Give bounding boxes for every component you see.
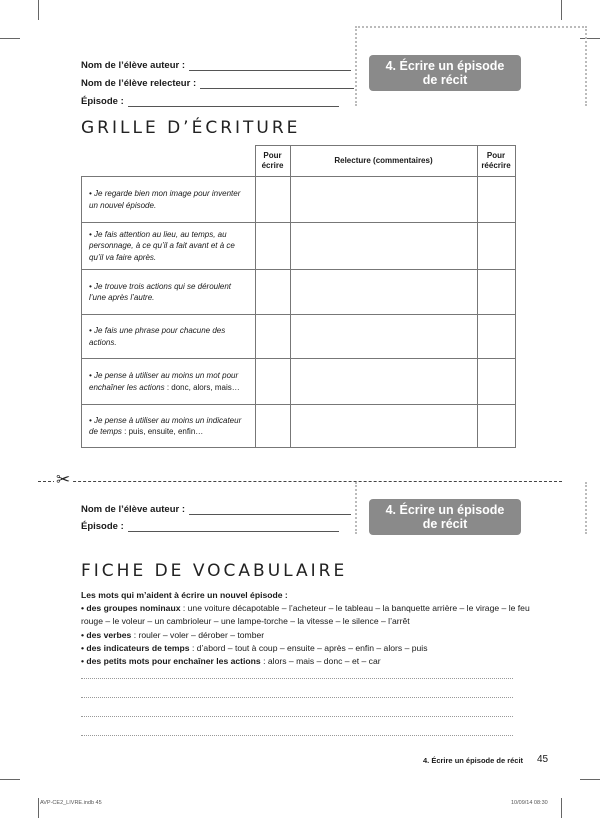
criterion-cell: • Je fais une phrase pour chacune des actions. <box>82 315 256 359</box>
grid-row <box>82 315 516 359</box>
author-name-field[interactable] <box>81 60 351 71</box>
chapter-badge <box>369 499 521 535</box>
vocab-item: • des petits mots pour enchaîner les actions : alors – mais – donc – et – car <box>81 656 381 667</box>
comment-cell[interactable] <box>290 359 477 405</box>
check-cell[interactable] <box>477 223 515 270</box>
writing-line[interactable] <box>81 716 513 717</box>
scissors-icon: ✂ <box>56 470 71 489</box>
field-label: Nom de l’élève relecteur : <box>81 78 197 89</box>
vocab-list <box>81 589 541 668</box>
check-cell[interactable] <box>477 359 515 405</box>
check-cell[interactable] <box>477 405 515 448</box>
crop-mark <box>0 38 20 39</box>
check-cell[interactable] <box>477 270 515 315</box>
writing-grid <box>81 145 516 448</box>
check-cell[interactable] <box>477 315 515 359</box>
field-label: Nom de l’élève auteur : <box>81 504 186 515</box>
comment-cell[interactable] <box>290 223 477 270</box>
slug-file: AVP-CE2_LIVRE.indb 45 <box>40 800 102 806</box>
reviewer-name-field[interactable] <box>81 78 354 89</box>
comment-cell[interactable] <box>290 315 477 359</box>
vocab-item: • des groupes nominaux : une voiture décapotable – l’acheteur – le tableau – la banquette arrière – le virage – le feu rouge – le voleur – un cambrioleur – une lampe-torche – la vitesse – le silence – l’arrêt <box>81 603 530 627</box>
field-line[interactable] <box>128 523 339 532</box>
grille-title: GRILLE D’ÉCRITURE <box>81 118 301 138</box>
comment-cell[interactable] <box>290 177 477 223</box>
crop-mark <box>561 798 562 818</box>
criterion-cell: • Je pense à utiliser au moins un mot pour enchaîner les actions : donc, alors, mais… <box>82 359 256 405</box>
field-label: Épisode : <box>81 96 124 107</box>
badge-line1: 4. Écrire un épisode <box>385 503 505 517</box>
check-cell[interactable] <box>255 223 290 270</box>
grid-row <box>82 270 516 315</box>
comment-cell[interactable] <box>290 270 477 315</box>
col-header-rewrite: Pour réécrire <box>477 146 515 177</box>
episode-field[interactable] <box>81 96 339 107</box>
vocab-intro: Les mots qui m’aident à écrire un nouvel épisode : <box>81 590 288 600</box>
field-label: Nom de l’élève auteur : <box>81 60 186 71</box>
criterion-cell: • Je regarde bien mon image pour inventer un nouvel épisode. <box>82 177 256 223</box>
criterion-cell: • Je trouve trois actions qui se déroulent l’une après l’autre. <box>82 270 256 315</box>
criterion-cell: • Je pense à utiliser au moins un indicateur de temps : puis, ensuite, enfin… <box>82 405 256 448</box>
crop-mark <box>561 0 562 20</box>
grid-row <box>82 405 516 448</box>
crop-mark <box>580 779 600 780</box>
grid-row <box>82 177 516 223</box>
field-label: Épisode : <box>81 521 124 532</box>
slug-date: 10/09/14 08:30 <box>511 800 548 806</box>
col-header-write: Pour écrire <box>255 146 290 177</box>
writing-line[interactable] <box>81 735 513 736</box>
episode-field[interactable] <box>81 521 339 532</box>
vocab-item: • des verbes : rouler – voler – dérober – tomber <box>81 629 265 640</box>
grid-row <box>82 359 516 405</box>
page-number: 45 <box>537 754 549 765</box>
check-cell[interactable] <box>477 177 515 223</box>
field-line[interactable] <box>200 80 354 89</box>
check-cell[interactable] <box>255 315 290 359</box>
writing-line[interactable] <box>81 697 513 698</box>
field-line[interactable] <box>189 506 351 515</box>
crop-mark <box>38 0 39 20</box>
author-name-field[interactable] <box>81 504 351 515</box>
chapter-badge <box>369 55 521 91</box>
crop-mark <box>0 779 20 780</box>
badge-line2: de récit <box>422 517 468 531</box>
col-header-review: Relecture (commentaires) <box>290 146 477 177</box>
field-line[interactable] <box>189 62 351 71</box>
grid-row <box>82 223 516 270</box>
badge-line2: de récit <box>422 73 468 87</box>
check-cell[interactable] <box>255 177 290 223</box>
vocab-item: • des indicateurs de temps : d’abord – tout à coup – ensuite – après – enfin – alors – puis <box>81 642 428 653</box>
crop-mark <box>38 798 39 818</box>
check-cell[interactable] <box>255 270 290 315</box>
check-cell[interactable] <box>255 359 290 405</box>
grid-header-blank <box>82 146 256 177</box>
field-line[interactable] <box>128 98 339 107</box>
vocab-title: FICHE DE VOCABULAIRE <box>81 561 348 581</box>
writing-line[interactable] <box>81 678 513 679</box>
criterion-cell: • Je fais attention au lieu, au temps, au personnage, à ce qu’il a fait avant et à ce qu’il va faire après. <box>82 223 256 270</box>
badge-line1: 4. Écrire un épisode <box>385 59 505 73</box>
check-cell[interactable] <box>255 405 290 448</box>
comment-cell[interactable] <box>290 405 477 448</box>
footer-chapter: 4. Écrire un épisode de récit <box>423 756 524 765</box>
